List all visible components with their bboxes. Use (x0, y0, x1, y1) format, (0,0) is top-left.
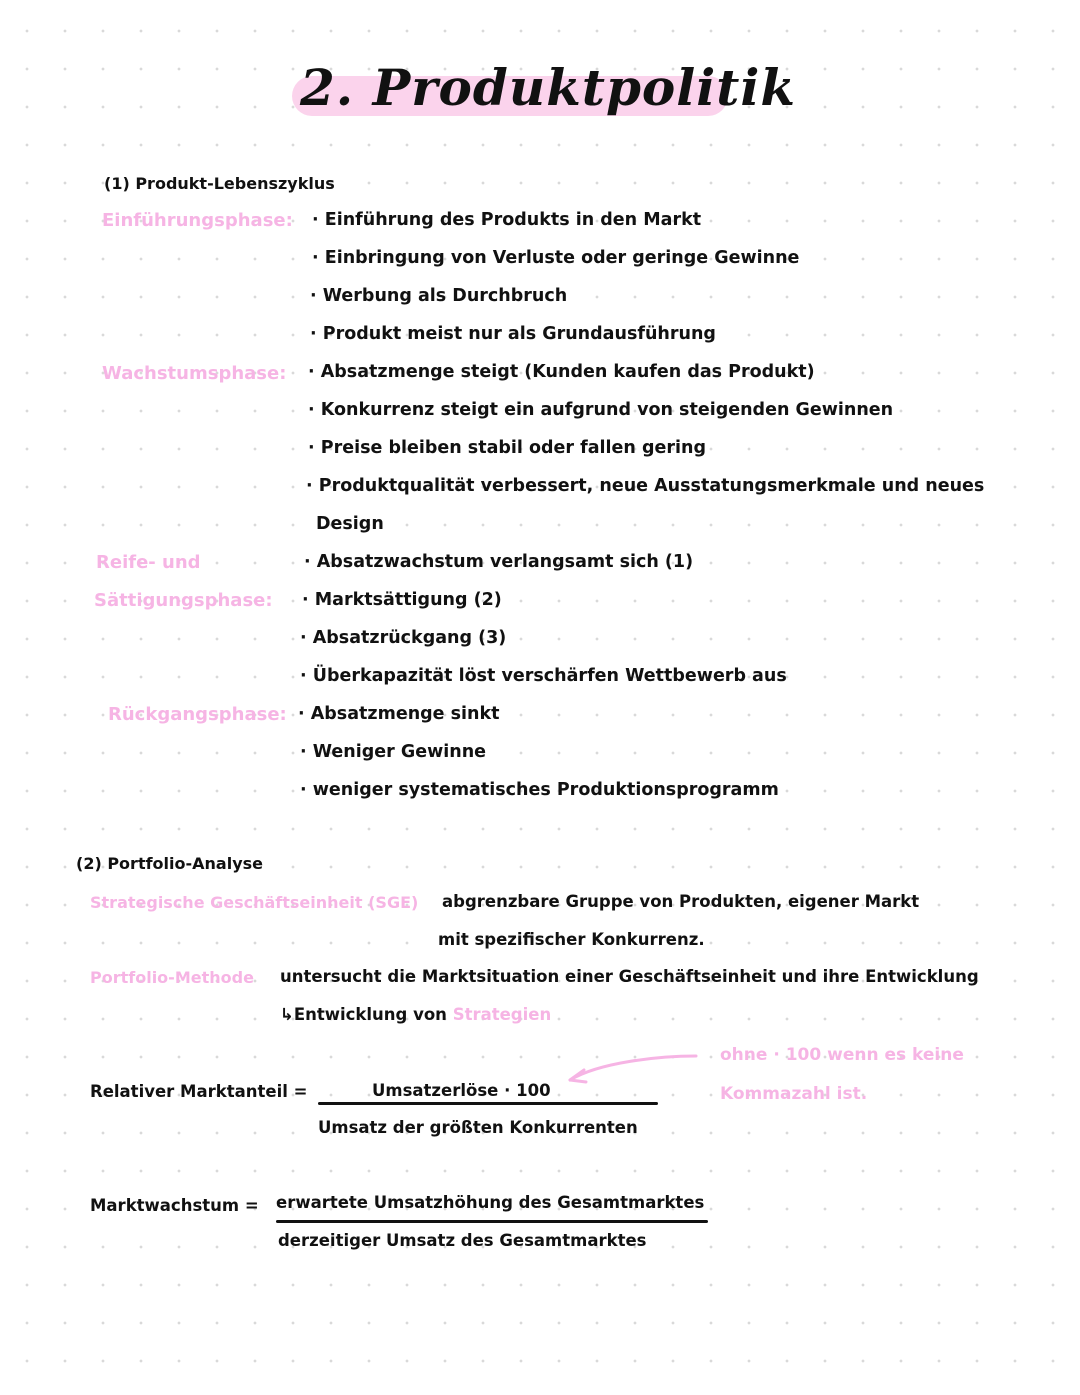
list-item: · Werbung als Durchbruch (310, 286, 568, 306)
phase-label-einfuehrung: Einführungsphase: (102, 210, 293, 231)
phase-label-reife: Reife- und (96, 552, 201, 573)
list-item: · weniger systematisches Produktionsprogramm (300, 780, 779, 800)
note-line2: Kommazahl ist. (720, 1084, 868, 1104)
definition-methode-prefix: ↳Entwicklung von (280, 1005, 447, 1024)
phase-label-rueckgang: Rückgangsphase: (108, 704, 287, 725)
formula-denominator-relativer: Umsatz der größten Konkurrenten (318, 1118, 638, 1137)
list-item: · Weniger Gewinne (300, 742, 487, 762)
list-item: · Produktqualität verbessert, neue Ausstatungsmerkmale und neues (306, 476, 985, 496)
formula-label-relativer-marktanteil: Relativer Marktanteil = (90, 1082, 308, 1101)
definition-methode-strategien: Strategien (452, 1005, 552, 1024)
note-line1: ohne · 100 wenn es keine (720, 1045, 964, 1065)
definition-methode-line2 (280, 1005, 551, 1024)
definition-sge-line1: abgrenzbare Gruppe von Produkten, eigener Markt (442, 892, 920, 911)
formula-denominator-marktwachstum: derzeitiger Umsatz des Gesamtmarktes (278, 1231, 647, 1250)
arrow-icon (560, 1048, 700, 1088)
fraction-line-relativer (318, 1102, 658, 1105)
list-item: · Absatzwachstum verlangsamt sich (1) (304, 552, 694, 572)
list-item: · Absatzmenge sinkt (298, 704, 500, 724)
list-item: · Marktsättigung (2) (302, 590, 502, 610)
list-item: · Absatzrückgang (3) (300, 628, 507, 648)
list-item: · Überkapazität löst verschärfen Wettbewerb aus (300, 666, 787, 686)
fraction-line-marktwachstum (276, 1220, 708, 1223)
phase-label-wachstum: Wachstumsphase: (102, 363, 287, 384)
term-portfolio-methode: Portfolio-Methode (90, 968, 254, 987)
list-item: · Produkt meist nur als Grundausführung (310, 324, 716, 344)
formula-numerator-marktwachstum: erwartete Umsatzhöhung des Gesamtmarktes (276, 1193, 705, 1212)
section-heading-lebenszyklus: (1) Produkt-Lebenszyklus (104, 174, 335, 193)
formula-label-marktwachstum: Marktwachstum = (90, 1196, 259, 1215)
list-item: · Konkurrenz steigt ein aufgrund von steigenden Gewinnen (308, 400, 894, 420)
formula-numerator-relativer: Umsatzerlöse · 100 (372, 1081, 551, 1100)
list-item: · Einführung des Produkts in den Markt (312, 210, 702, 230)
list-item: · Einbringung von Verluste oder geringe Gewinne (312, 248, 800, 268)
list-item: Design (316, 514, 384, 534)
phase-label-saettigung: Sättigungsphase: (94, 590, 273, 611)
page-title: 2. Produktpolitik (300, 58, 796, 117)
section-heading-portfolio: (2) Portfolio-Analyse (76, 854, 263, 873)
definition-sge-line2: mit spezifischer Konkurrenz. (438, 930, 705, 949)
list-item: · Absatzmenge steigt (Kunden kaufen das Produkt) (308, 362, 815, 382)
list-item: · Preise bleiben stabil oder fallen gering (308, 438, 706, 458)
definition-methode-line1: untersucht die Marktsituation einer Geschäftseinheit und ihre Entwicklung (280, 967, 979, 986)
term-sge: Strategische Geschäftseinheit (SGE) (90, 893, 419, 912)
